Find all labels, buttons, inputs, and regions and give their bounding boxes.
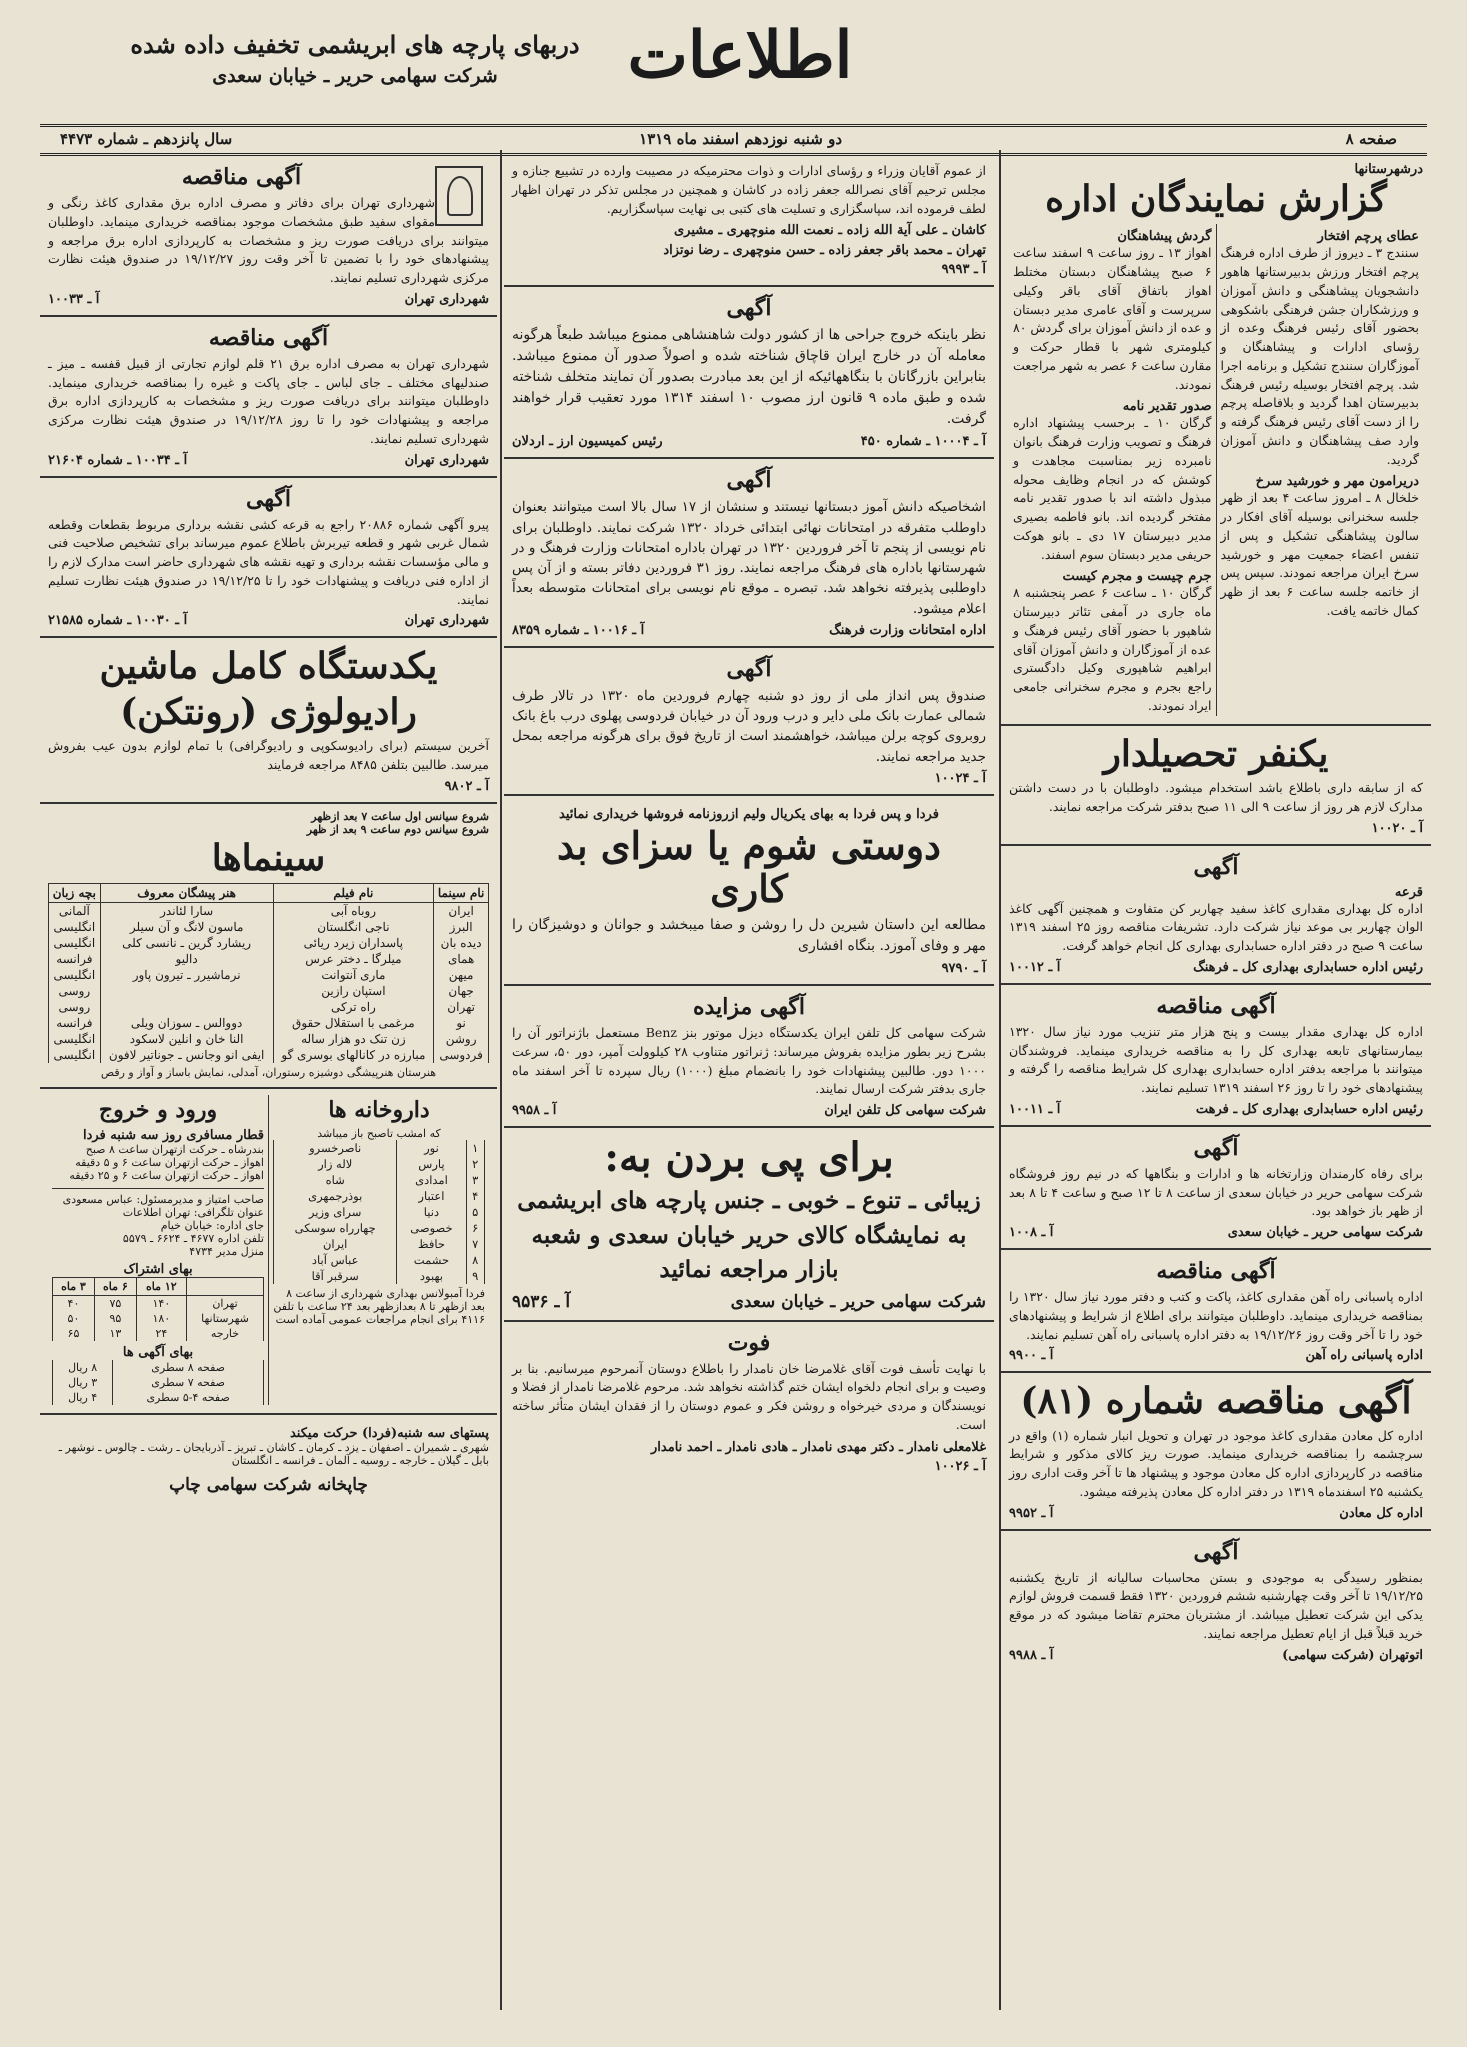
obituary-ref: آ ـ ۱۰۰۲۶ — [934, 1458, 986, 1474]
savings-notice — [504, 648, 994, 796]
table-row — [49, 967, 489, 983]
table-cell: جهان — [434, 983, 489, 999]
page-number: صفحه ۸ — [1345, 130, 1397, 148]
top-advertisement — [120, 30, 590, 87]
inventory-sig: اتوتهران (شرکت سهامی) — [1282, 1647, 1423, 1663]
auction-ref: آ ـ ۹۹۵۸ — [512, 1103, 557, 1119]
table-row — [49, 902, 489, 919]
paper-notice-title: آگهی — [1193, 853, 1239, 880]
table-cell: سرقبر آقا — [274, 1268, 397, 1284]
date-bar — [40, 124, 1427, 156]
table-cell: زن تنک دو هزار ساله — [273, 1031, 434, 1047]
table-row — [49, 1015, 489, 1031]
table-cell — [100, 999, 273, 1015]
reports-title: گزارش نمایندگان اداره — [1045, 178, 1387, 220]
table-cell: میهن — [434, 967, 489, 983]
home-label: منزل مدیر ۴۷۳۴ — [189, 1244, 264, 1258]
silk-hours-text: برای رفاه کارمندان وزارتخانه ها و ادارات و بنگاهها که در نیم روز فروشگاه شرکت سهامی حریر در خیابان سعدی از ساعت ۸ تا ۱۲ صبح و ساعت ۴ تا ۸ بعد از ظهر باز خواهد بود. — [1009, 1165, 1424, 1219]
price-title: بهای اشتراک — [123, 1261, 193, 1277]
price-header: ۶ ماه — [94, 1277, 136, 1295]
travel-title: ورود و خروج — [98, 1096, 218, 1123]
crime-text: گرگان ۱۰ ـ ساعت ۶ عصر پنجشنبه ۸ ماه جاری در آمفی تئاتر دبیرستان شاهپور با حضور آقای رئیس فرهنگ و عده از آموزگاران و دانش آموزان آقای ابراهیم شاهپوری وکیل دادگستری راجع بجرم و مجرم سخنرانی جامعی ایراد نمودند. — [1013, 585, 1212, 713]
silk-sig: شرکت سهامی حریر ـ خیابان سعدی — [730, 1291, 986, 1312]
paper-notice-sig: رئیس اداره حسابداری بهداری کل ـ فرهنگ — [1193, 959, 1423, 975]
table-row — [274, 1172, 485, 1188]
exam-notice — [504, 459, 994, 648]
table-cell: پاسداران زیرد ریائی — [273, 935, 434, 951]
table-cell: نو — [434, 1015, 489, 1031]
survey-text: پیرو آگهی شماره ۲۰۸۸۶ راجع به قرعه کشی نقشه برداری مربوط بقطعات وقطعه شمال غربی شهر و قطعه تیربرش باطلاع عموم میرساند برای تشخیص صلاحیت فنی و مالی مؤسسات نقشه برداری و تهیه نقشه های شهرداری حاضر است مدارک لازم را از اداره فنی دریافت و پیشنهادات خود را تا ۱۹/۱۲/۲۵ در صندوق هیئت نظارت تسلیم نمایند. — [48, 516, 489, 607]
thanks-sig1: کاشان ـ علی آیة الله زاده ـ نعمت الله منوچهری ـ مشیری — [673, 223, 986, 239]
table-cell: بوذرجمهری — [274, 1188, 397, 1204]
table-cell: ۸ ریال — [53, 1360, 113, 1375]
silk-hours-title: آگهی — [1193, 1134, 1239, 1161]
pharmacy-table — [273, 1140, 485, 1284]
table-cell: روباه آبی — [273, 902, 434, 919]
thanks-sig2: تهران ـ محمد باقر جعفر زاده ـ حسن منوچهری ـ رضا نوتزاد — [663, 243, 986, 259]
tender-gauze-ref: آ ـ ۱۰۰۱۱ — [1009, 1101, 1061, 1117]
table-row — [49, 919, 489, 935]
tender-gauze-sig: رئیس اداره حسابداری بهداری کل ـ فرهت — [1195, 1101, 1423, 1117]
table-cell: انگلیسی — [49, 919, 101, 935]
currency-title: آگهی — [726, 295, 772, 322]
collector-ad — [1001, 726, 1431, 846]
post-title: پستهای سه شنبه(فردا) حرکت میکند — [289, 1425, 489, 1441]
cinema-header: بچه زبان — [49, 883, 101, 902]
table-cell: آلمانی — [49, 902, 101, 919]
table-cell: ۵۰ — [53, 1311, 95, 1326]
tender-81-ref: آ ـ ۹۹۵۲ — [1009, 1505, 1054, 1521]
obituary — [504, 1322, 994, 1482]
table-cell: ۴ — [466, 1188, 484, 1204]
price-table — [52, 1277, 264, 1341]
table-row — [274, 1204, 485, 1220]
paper-notice-ref: آ ـ ۱۰۰۱۲ — [1009, 959, 1061, 975]
table-cell: چهارراه سوسکی — [274, 1220, 397, 1236]
table-cell: ناجی انگلستان — [273, 919, 434, 935]
serial-text: مطالعه این داستان شیرین دل را روشن و صفا میبخشد و جوانان و دوشیزگان را مهر و وفای آموزد. بنگاه افشاری — [512, 917, 986, 955]
exam-sig: اداره امتحانات وزارت فرهنگ — [829, 622, 986, 638]
table-cell: شاه — [274, 1172, 397, 1188]
inventory-ref: آ ـ ۹۹۸۸ — [1009, 1647, 1054, 1663]
table-cell: انگلیسی — [49, 1047, 101, 1063]
table-cell: امدادی — [397, 1172, 466, 1188]
serial-title: دوستی شوم یا سزای بد کاری — [557, 822, 941, 912]
table-cell: فردوسی — [434, 1047, 489, 1063]
savings-ref: آ ـ ۱۰۰۲۴ — [934, 770, 986, 786]
cinema-table — [48, 883, 489, 1063]
table-cell: ۱ — [466, 1140, 484, 1156]
table-cell: ایران — [274, 1236, 397, 1252]
masthead-area — [40, 18, 1427, 113]
masthead-title: اطلاعات — [627, 18, 853, 93]
price-header: ۳ ماه — [53, 1277, 95, 1295]
table-row — [53, 1326, 264, 1341]
municipal-tender-ref: آ ـ ۱۰۰۳۳ — [48, 291, 100, 307]
top-ad-line2: شرکت سهامی حریر ـ خیابان سعدی — [212, 65, 498, 87]
price-header — [186, 1277, 263, 1295]
serial-line: فردا و پس فردا به بهای یکریال ولیم ازروزنامه فروشها خریداری نمائید — [559, 806, 939, 822]
table-row — [53, 1295, 264, 1311]
table-cell: ۴ ریال — [53, 1390, 113, 1405]
table-cell: البرز — [434, 919, 489, 935]
table-row — [49, 1047, 489, 1063]
table-cell: انگلیسی — [49, 967, 101, 983]
issue-number: سال پانزدهم ـ شماره ۴۴۷۳ — [60, 130, 233, 148]
table-row — [49, 999, 489, 1015]
pharmacy-sub: که امشب تاصبح باز میباشد — [317, 1126, 441, 1140]
table-cell: ۴۰ — [53, 1295, 95, 1311]
table-cell: صفحه ۴-۵ سطری — [113, 1390, 264, 1405]
table-cell: حافظ — [397, 1236, 466, 1252]
survey-title: آگهی — [245, 485, 292, 512]
survey-ref: آ ـ ۱۰۰۳۰ ـ شماره ۲۱۵۸۵ — [48, 613, 188, 629]
press-label: چاپخانه شرکت سهامی چاپ — [169, 1474, 368, 1495]
table-cell: سارا لئاندر — [100, 902, 273, 919]
table-row — [274, 1220, 485, 1236]
table-cell: تهران — [186, 1295, 263, 1311]
radiology-ad — [40, 638, 497, 803]
table-cell: دووالس ـ سوزان ویلی — [100, 1015, 273, 1031]
table-cell: صفحه ۷ سطری — [113, 1375, 264, 1390]
travel-section — [48, 1095, 269, 1405]
pharmacy-note: فردا آمبولانس بهداری شهرداری از ساعت ۸ بعد ازظهر تا ۸ بعدازظهر بعد ۲۴ ساعت با تلفن ۴۱۱۶ برای انجام مراجعات عمومی آماده است — [273, 1286, 485, 1326]
adprice-table — [52, 1360, 264, 1405]
table-cell: ۸ — [466, 1252, 484, 1268]
exam-ref: آ ـ ۱۰۰۱۶ ـ شماره ۸۳۵۹ — [512, 622, 645, 638]
post-text: شهری ـ شمیران ـ اصفهان ـ یزد ـ کرمان ـ کاشان ـ تبریز ـ آذربایجان ـ رشت ـ چالوس ـ نوشهر ـ بابل ـ گیلان ـ خارجه ـ روسیه ـ آلمان ـ فرانسه ـ انگلستان — [58, 1440, 489, 1467]
table-cell: ۷۵ — [94, 1295, 136, 1311]
table-cell: ریشارد گرین ـ نانسی کلی — [100, 935, 273, 951]
crime-sub: جرم چیست و مجرم کیست — [1062, 569, 1212, 585]
table-cell: ۲ — [466, 1156, 484, 1172]
reports-sub: عطای پرچم افتخار — [1317, 229, 1419, 245]
table-cell: استپان رازین — [273, 983, 434, 999]
tender-81-text: اداره کل معادن مقداری کاغذ موجود در تهران و تحویل انبار شماره (۱) واقع در سرچشمه را بمناقصه خریداری مینماید. صورت ریز کالای مذکور و شرایط مناقصه در کارپردازی اداره کل معادن موجود و پیشنهاد ها تا آخر وقت اداری روز یکشنبه ۲۵ اسفندماه ۱۳۱۹ در دفتر اداره کل معادن پذیرفته میشود. — [1009, 1427, 1423, 1499]
radiology-ref: آ ـ ۹۸۰۲ — [444, 778, 489, 794]
table-cell: ماری آنتوانت — [273, 967, 434, 983]
table-cell: سرای وزیر — [274, 1204, 397, 1220]
municipal-seal-icon — [435, 166, 483, 226]
table-cell: ۵ — [466, 1204, 484, 1220]
paper-notice-head: قرعه — [1394, 884, 1423, 900]
table-cell: ۹ — [466, 1268, 484, 1284]
tender-81-title: آگهی مناقصه شماره (۸۱) — [1020, 1380, 1412, 1423]
radiology-title2: رادیولوژی (رونتکن) — [120, 690, 417, 733]
column-left — [40, 156, 497, 2010]
section-label: درشهرستانها — [1354, 162, 1423, 177]
municipal-tender-title: آگهی مناقصه — [181, 164, 302, 190]
address-label: عنوان تلگرافی: تهران اطلاعات — [122, 1205, 264, 1219]
table-row — [53, 1390, 264, 1405]
cinema-listings — [40, 804, 497, 1089]
table-cell: ۳ — [466, 1172, 484, 1188]
furniture-tender-title: آگهی مناقصه — [208, 324, 329, 351]
table-cell: خصوصی — [397, 1220, 466, 1236]
table-cell: شهرستانها — [186, 1311, 263, 1326]
table-cell: ۱۳ — [94, 1326, 136, 1341]
thanks-text: گرگان ۱۰ ـ برحسب پیشنهاد اداره فرهنگ و تصویب وزارت فرهنگ بانوان نامبرده زیر بمناسبت مجاهدت و کوشش که در انجام وظایف محوله مبذول داشته اند با صدور تقدیر نامه مفتخر گردیده اند. بانو فاطمه بصیری مدیر دبیرستان ۱۷ دی ـ بانو هوکت حریفی مدیر دبستان سوم اسفند. — [1013, 415, 1212, 562]
table-cell: روسی — [49, 983, 101, 999]
table-row — [49, 1031, 489, 1047]
municipal-tender-paper — [40, 156, 497, 317]
table-cell: ۱۴۰ — [136, 1295, 186, 1311]
cinema-footer: هنرستان هنرپیشگی دوشیزه رستوران، آمدلی، نمایش باساز و آواز و رقص — [100, 1065, 437, 1079]
table-cell: راه ترکی — [273, 999, 434, 1015]
tender-railway-ref: آ ـ ۹۹۰۰ — [1009, 1348, 1054, 1364]
table-cell: لاله زار — [274, 1156, 397, 1172]
serial-ref: آ ـ ۹۷۹۰ — [941, 961, 986, 977]
obituary-title: فوت — [727, 1329, 771, 1356]
table-cell: انگلیسی — [49, 1031, 101, 1047]
table-cell: ناصرخسرو — [274, 1140, 397, 1156]
table-cell: ایران — [434, 902, 489, 919]
street-label: جای اداره: خیابان خیام — [160, 1218, 264, 1232]
table-cell: ۱۸۰ — [136, 1311, 186, 1326]
table-cell: پارس — [397, 1156, 466, 1172]
table-cell: مرغمی با استقلال حقوق — [273, 1015, 434, 1031]
table-cell: ۹۵ — [94, 1311, 136, 1326]
table-cell: ۳ ریال — [53, 1375, 113, 1390]
cinema-header: نام سینما — [434, 883, 489, 902]
paper-notice — [1001, 846, 1431, 985]
table-cell: همای — [434, 951, 489, 967]
currency-text: نظر باینکه خروج جراحی ها از کشور دولت شاهنشاهی ممنوع میباشد طبعاً هرگونه معامله آن در خارج ایران قاچاق شناخته شده و اصولاً صدور آن ممنوع میباشد. بنابراین بازرگانان با بنگاههائیکه از این بعد مبادرت بصدور آن نمایند متخلف شناخته شده و طبق ماده ۹ قانون ارز مصوب ۱۰ اسفند ۱۳۱۴ مورد تعقیب قرار خواهند گرفت. — [512, 327, 987, 428]
table-cell: روسی — [49, 999, 101, 1015]
collector-title: یکنفر تحصیلدار — [1103, 732, 1329, 775]
table-cell: خارجه — [186, 1326, 263, 1341]
table-cell: ایفی انو وجانس ـ جوناتیر لافون — [100, 1047, 273, 1063]
currency-sig: رئیس کمیسیون ارز ـ اردلان — [512, 434, 663, 450]
cinema-title: سینماها — [211, 836, 326, 879]
radiology-title1: یکدستگاه کامل ماشین — [99, 645, 438, 688]
table-row — [49, 951, 489, 967]
travel-sub: گردش پیشاهنگان — [1117, 229, 1212, 245]
municipal-tender-text: شهرداری تهران برای دفاتر و مصرف اداره برق مقداری کاغذ رنگی و مقوای سفید طبق مشخصات موجود بمناقصه خریداری مینماید. داوطلبان میتوانند برای دریافت صورت ریز و مشخصات به کارپردازی اداره برق مراجعه و پیشنهادهای خود را با تضمین تا آخر وقت روز ۱۹/۱۲/۲۷ در صندوق هیئت نظارت مرکزی شهرداری تسلیم نمایند. — [48, 195, 489, 285]
obituary-text: با نهایت تأسف فوت آقای غلامرضا خان نامدار را باطلاع دوستان آنمرحوم میرسانیم. بنا بر وصیت و برای انجام دلخواه ایشان ختم گذاشته نخواهد شد. مرحوم غلامرضا نامدار از فضلا و نویسندگان و مردی خیرخواه و روشن فکر و عموم دوستان را از فقدان ایشان متأثر ساخته است. — [512, 1360, 986, 1432]
table-cell: دنیا — [397, 1204, 466, 1220]
table-cell: ماسون لانگ و آن سیلر — [100, 919, 273, 935]
issue-date: دو شنبه نوزدهم اسفند ماه ۱۳۱۹ — [639, 130, 842, 148]
inventory-title: آگهی — [1193, 1538, 1239, 1565]
exam-title: آگهی — [726, 467, 772, 494]
tender-81-sig: اداره کل معادن — [1339, 1505, 1423, 1521]
table-cell: دیده بان — [434, 935, 489, 951]
obituary-sig: غلامعلی نامدار ـ دکتر مهدی نامدار ـ هادی نامدار ـ احمد نامدار — [651, 1439, 986, 1455]
silk-ref: آ ـ ۹۵۳۶ — [512, 1291, 571, 1312]
municipal-tender-furniture — [40, 317, 497, 478]
table-cell: فرانسه — [49, 1015, 101, 1031]
table-cell: ۶۵ — [53, 1326, 95, 1341]
tender-gauze-text: اداره کل بهداری مقدار بیست و پنج هزار متر تنزیب مورد نیاز سال ۱۳۲۰ بیمارستانهای تابعه بهداری کل را به مناقصه خریداری مینماید. فروشندگان میتوانند با مراجعه بدفتر اداره حسابداری بهداری کل شرایط مناقصه را گرفته و پیشنهادهای خود را تا روز ۲۶ اسفند ۱۳۱۹ تسلیم نمایند. — [1009, 1023, 1423, 1096]
reports-text: سنندج ۳ ـ دیروز از طرف اداره فرهنگ پرچم افتخار ورزش بدبیرستانها هاهور دانشجویان پیشاهنگی و دانش آموزان و ورزشکاران جشن فرهنگی باشکوهی بحضور آقای رئیس فرهنگ وعده از رؤسای ادارات و پیشاهنگان و آموزگاران سنندج تشکیل و برنامه اجرا شد. پرچم افتخار بوسیله رئیس فرهنگ بدبیرستان اهدا گردید و بلافاصله پرچم را از دست آقای رئیس فرهنگ گرفته و وارد صف پیشاهنگان و دانش آموزان گردید. — [1220, 245, 1420, 467]
cinema-header: نام فیلم — [273, 883, 434, 902]
table-cell: عباس آباد — [274, 1252, 397, 1268]
provincial-reports — [1001, 156, 1431, 726]
column-divider — [500, 150, 502, 2010]
table-cell: ۶ — [466, 1220, 484, 1236]
collector-text: که از سابقه داری باطلاع باشد استخدام میشود. داوطلبان با در دست داشتن مدارک لازم هر روز از ساعت ۹ الی ۱۱ صبح بدفتر شرکت مراجعه نمایند. — [1009, 780, 1423, 814]
table-cell: النا خان و انلین لاسکود — [100, 1031, 273, 1047]
table-row — [53, 1375, 264, 1390]
reports-text2: خلخال ۸ ـ امروز ساعت ۴ بعد از ظهر جلسه سخنرانی بوسیله آقای افکار در سالون پیشاهنگی تشکیل و پس از تنفس اعضاء جمعیت مهر و خورشید سرخ ایران مراجعه نمودند. سپس پس از خاتمه جلسه ساعت ۶ بعد از ظهر کمال خاتمه یافت. — [1220, 490, 1419, 618]
phone-label: تلفن اداره ۴۶۷۷ ـ ۶۶۲۴ ـ ۵۵۷۹ — [122, 1231, 264, 1245]
thanks-sub: صدور تقدیر نامه — [1122, 399, 1212, 415]
table-row — [274, 1268, 485, 1284]
thanks-notice-text: از عموم آقایان وزراء و رؤسای ادارات و ذوات محترمیکه در مصیبت وارده در تشییع جنازه و مجلس ترحیم آقای نصرالله جعفر زاده در کاشان و همچنین در مجلس تذکر در تهران اظهار لطف فرموده اند، سپاسگزاری و تسلیت های کتبی بی نهایت سپاسگزاریم. — [512, 163, 986, 216]
furniture-tender-sig: شهرداری تهران — [404, 452, 489, 468]
silk-text: زیبائی ـ تنوع ـ خوبی ـ جنس پارچه های ابریشمی به نمایشگاه کالای حریر خیابان سعدی و شعبه بازار مراجعه نمائید — [517, 1187, 981, 1284]
reports-right — [1217, 224, 1424, 715]
travel-line: اهواز ـ حرکت ازتهران ساعت ۶ و ۵ دقیقه — [75, 1155, 264, 1169]
table-cell — [100, 983, 273, 999]
collector-ref: آ ـ ۱۰۰۲۰ — [1371, 820, 1423, 836]
thanks-ref: آ ـ ۹۹۹۳ — [941, 262, 986, 278]
auction-sig: شرکت سهامی کل تلفن ایران — [824, 1103, 986, 1119]
silk-ad — [504, 1128, 994, 1322]
tender-railway — [1001, 1250, 1431, 1373]
table-cell: روشن — [434, 1031, 489, 1047]
post-schedule — [40, 1415, 497, 1507]
tender-81 — [1001, 1373, 1431, 1530]
silk-hours-sig: شرکت سهامی حریر ـ خیابان سعدی — [1227, 1225, 1423, 1241]
auction-title: آگهی مزایده — [693, 994, 805, 1021]
table-cell: انگلیسی — [49, 935, 101, 951]
table-row — [274, 1188, 485, 1204]
auction-notice — [504, 986, 994, 1128]
tender-railway-text: اداره پاسبانی راه آهن مقداری کاغذ، پاکت و کتب و دفتر مورد نیاز سال ۱۳۲۰ را بمناقصه خریداری مینماید. داوطلبان میتوانند برای اطلاع از شرایط و پیشنهادهای خود را تا آخر وقت روز ۱۹/۱۲/۲۶ به دفتر اداره پاسبانی راه آهن تسلیم نمایند. — [1009, 1289, 1423, 1342]
paper-notice-text: اداره کل بهداری مقداری کاغذ سفید چهاربر کن متفاوت و همچنین آگهی کاغذ الوان چهاربر بی موعد نیاز شرکت دارد. تشریفات مناقصه روز ۲۵ اسفند ۱۳۱۹ ساعت ۹ صبح در دفتر اداره حسابداری بهداری کل انجام خواهد گرفت. — [1009, 900, 1423, 954]
savings-title: آگهی — [726, 655, 772, 682]
table-cell: ۲۴ — [136, 1326, 186, 1341]
travel-line: اهواز ـ حرکت ازتهران ساعت ۶ و ۲۵ دقیقه — [69, 1168, 264, 1182]
currency-ref: آ ـ ۱۰۰۰۴ ـ شماره ۴۵۰ — [860, 434, 986, 450]
auction-text: شرکت سهامی کل تلفن ایران یکدستگاه دیزل موتور بنز Benz مستعمل باژنراتور آن را بشرح زیر بطور مزایده بفروش میرساند: ژنراتور متناوب ۲۸ کیلوولت آمپر، دور ۵۰، سرعت ۱۰۰۰ دور. طالبین پیشنهادات خود را بانضمام مبلغ (۱۰۰۰) ریال سپرده تا آخر اسفند ماه جاری بدفتر شرکت ارسال نمایند. — [512, 1025, 987, 1097]
radiology-text: آخرین سیستم (برای رادیوسکوپی و رادیوگرافی) با تمام لوازم بدون عیب بفروش میرسد. طالبین بتلفن ۸۴۸۵ مراجعه فرمایند — [48, 738, 489, 772]
column-middle — [504, 156, 994, 2010]
tender-railway-title: آگهی مناقصه — [1156, 1258, 1276, 1285]
silk-hours-ref: آ ـ ۱۰۰۸ — [1009, 1225, 1054, 1241]
tender-gauze-title: آگهی مناقصه — [1156, 992, 1276, 1019]
table-row — [53, 1360, 264, 1375]
savings-text: صندوق پس انداز ملی از روز دو شنبه چهارم فروردین ماه ۱۳۲۰ در تالار طرف شمالی عمارت بانک ملی دایر و درب ورود آن در خیابان فردوسی پهلوی درب باغ بانک روبروی کوچه برلن میباشد، خواهشمند است از تاریخ فوق برای هرگونه مراجعه بمحل جدید مراجعه نمایند. — [512, 687, 987, 765]
table-row — [274, 1156, 485, 1172]
pharmacy-section — [269, 1095, 489, 1405]
column-right — [1001, 156, 1431, 2010]
inventory-text: بمنظور رسیدگی به موجودی و بستن محاسبات سالیانه از تاریخ یکشنبه ۱۹/۱۲/۲۵ تا آخر وقت چهارشنبه ششم فروردین ۱۳۲۰ فقط قسمت فروش لوازم یدکی این شرکت تعطیل میباشد. از مشتریان محترم تقاضا میشود که در موقع خرید قبلاً قبل از ایام تعطیل مراجعه نمایند. — [1009, 1569, 1423, 1641]
price-header: ۱۲ ماه — [136, 1277, 186, 1295]
table-cell: تهران — [434, 999, 489, 1015]
silk-hours-notice — [1001, 1127, 1431, 1250]
furniture-tender-ref: آ ـ ۱۰۰۳۴ ـ شماره ۲۱۶۰۴ — [48, 452, 188, 468]
municipal-tender-sig: شهرداری تهران — [404, 291, 489, 307]
currency-notice — [504, 287, 994, 459]
reports-body — [1009, 224, 1423, 715]
pharmacy-title: داروخانه ها — [328, 1096, 430, 1123]
cinema-header: هنر پیشگان معروف — [100, 883, 273, 902]
table-cell: مبارزه در کانالهای بوسری گو — [273, 1047, 434, 1063]
travel-line: بندرشاه ـ حرکت ازتهران ساعت ۸ صبح — [85, 1142, 264, 1156]
table-cell: بهبود — [397, 1268, 466, 1284]
tender-gauze — [1001, 985, 1431, 1127]
serial-ad — [504, 796, 994, 986]
table-cell: فرانسه — [49, 951, 101, 967]
table-row — [49, 983, 489, 999]
survey-sig: شهرداری تهران — [404, 613, 489, 629]
table-cell: نور — [397, 1140, 466, 1156]
top-ad-line1: دربهای پارچه های ابریشمی تخفیف داده شده — [130, 30, 580, 59]
table-row — [274, 1236, 485, 1252]
table-cell: حشمت — [397, 1252, 466, 1268]
pharmacy-travel-block — [40, 1089, 497, 1415]
reports-sub2: دریرامون مهر و خورشید سرخ — [1255, 474, 1419, 490]
exam-text: اشخاصیکه دانش آموز دبستانها نیستند و سنشان از ۱۷ سال بالا است میتوانند بعنوان داوطلب متفرقه در امتحانات نهائی ابتدائی خرداد ۱۳۲۰ شرکت نمایند. داوطلبان برای نام نویسی از پنجم تا آخر فروردین ۱۳۲۰ در تهران باداره امتحانات وزارت فرهنگ و در شهرستانها باداره های فرهنگ مراجعه نمایند. روز ۳۱ فروردین دفاتر بسته و از آن پس داوطلبی پذیرفته نخواهد شد. تبصره ـ موقع نام نویسی برای امتحانات متوسطه بعداً اعلام میشود. — [512, 499, 986, 617]
table-cell: صفحه ۸ سطری — [113, 1360, 264, 1375]
owner-label: صاحب امتیاز و مدیرمسئول: عباس مسعودی — [62, 1192, 264, 1206]
adprice-title: بهای آگهی ها — [122, 1344, 194, 1360]
table-row — [274, 1252, 485, 1268]
table-row — [53, 1311, 264, 1326]
table-row — [49, 935, 489, 951]
reports-left — [1009, 224, 1217, 715]
silk-title: برای پی بردن به: — [604, 1134, 894, 1182]
table-cell: دالیو — [100, 951, 273, 967]
travel-text: اهواز ۱۳ ـ روز ساعت ۹ اسفند ساعت ۶ صبح پیشاهنگان دبستان مختلط اهواز باتفاق آقای باقر وکیلی سرپرست و آقای عامری مدیر دبستان و عده از دانش آموزان برای گردش ۸۰ کیلومتری شهر با قطار حرکت و مقارن ساعت ۶ عصر به شهر مراجعت نمودند. — [1013, 245, 1212, 392]
survey-notice — [40, 478, 497, 639]
table-cell: میلرگا ـ دختر عرس — [273, 951, 434, 967]
tender-railway-sig: اداره پاسبانی راه آهن — [1305, 1348, 1423, 1364]
table-row — [274, 1140, 485, 1156]
cinema-show2: شروع سیانس دوم ساعت ۹ بعد از ظهر — [306, 822, 489, 836]
table-cell: ۷ — [466, 1236, 484, 1252]
pharmacy-travel-row — [48, 1095, 489, 1405]
table-cell: اعتبار — [397, 1188, 466, 1204]
travel-sub: قطار مسافری روز سه شنبه فردا — [82, 1127, 264, 1143]
furniture-tender-text: شهرداری تهران به مصرف اداره برق ۲۱ قلم لوازم تجارتی از قبیل قفسه ـ میز ـ صندلیهای مختلف ـ جای لباس ـ جای پاکت و غیره را بمناقصه خریداری مینماید. داوطلبان میتوانند برای دریافت صورت ریز و مشخصات به کارپردازی اداره برق مراجعه و پیشنهادات خود را تا روز ۱۹/۱۲/۲۸ در صندوق هیئت نظارت مرکزی شهرداری تسلیم نمایند. — [48, 355, 489, 446]
table-cell: نرماشیرر ـ تیرون پاور — [100, 967, 273, 983]
inventory-notice — [1001, 1531, 1431, 1671]
thanks-notice — [504, 156, 994, 287]
cinema-show1: شروع سیانس اول ساعت ۷ بعد ازظهر — [311, 809, 489, 823]
